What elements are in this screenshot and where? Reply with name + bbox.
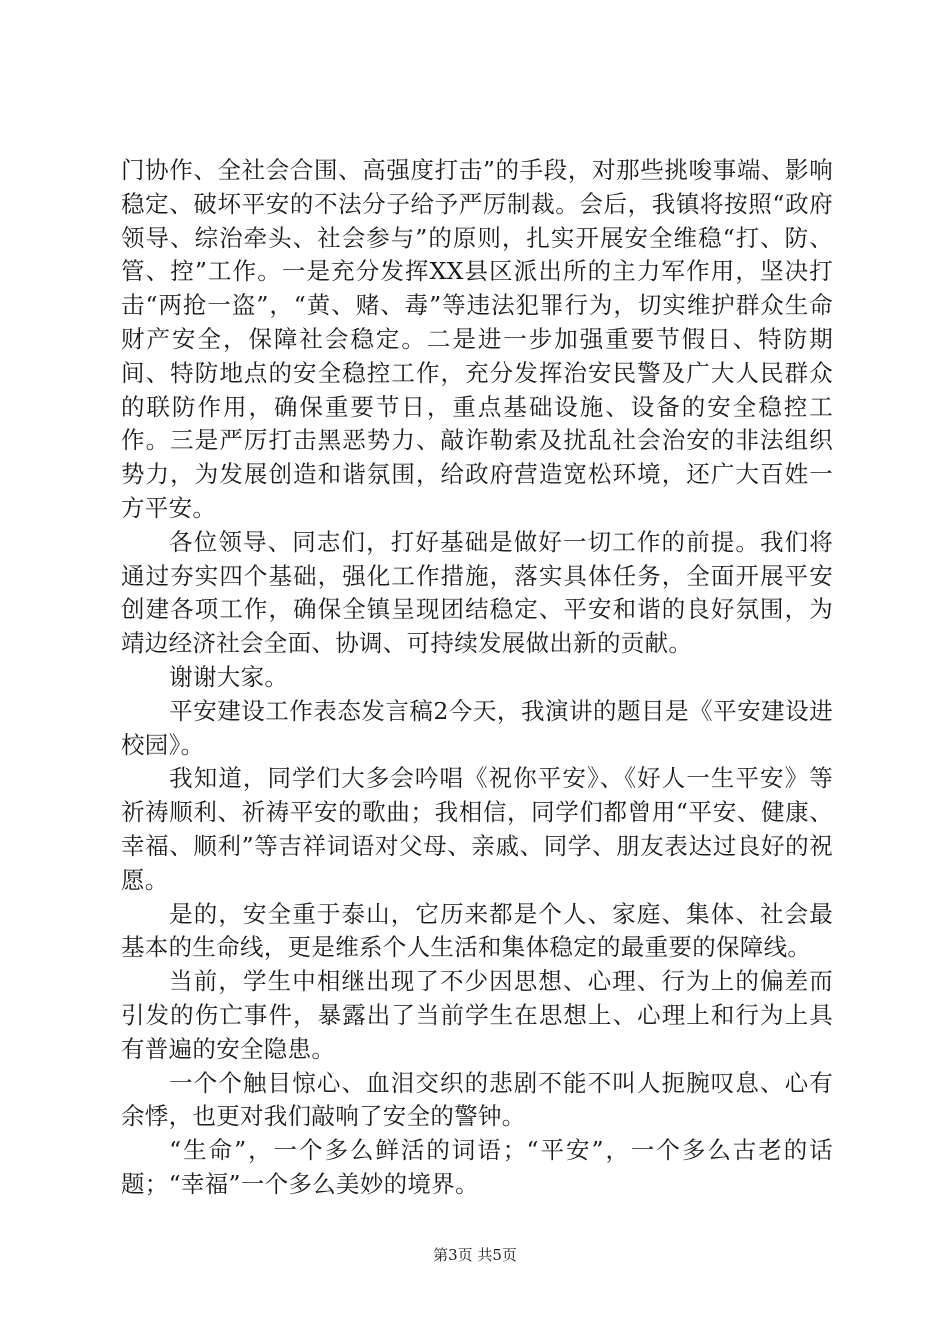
paragraph: 各位领导、同志们，打好基础是做好一切工作的前提。我们将通过夯实四个基础，强化工作措施，落实具体任务，全面开展平安创建各项工作，确保全镇呈现团结稳定、平安和谐的良好氛围，为靖边经济社会全面、协调、可持续发展做出新的贡献。 [121,527,833,658]
paragraph: 平安建设工作表态发言稿2今天，我演讲的题目是《平安建设进校园》。 [121,696,833,759]
paragraph: 一个个触目惊心、血泪交织的悲剧不能不叫人扼腕叹息、心有余悸，也更对我们敲响了安全的警钟。 [121,1068,833,1131]
paragraph: 谢谢大家。 [169,662,289,691]
paragraph: 当前，学生中相继出现了不少因思想、心理、行为上的偏差而引发的伤亡事件，暴露出了当前学生在思想上、心理上和行为上具有普遍的安全隐患。 [121,967,833,1063]
paragraph: 我知道，同学们大多会吟唱《祝你平安》、《好人一生平安》等祈祷顺利、祈祷平安的歌曲；我相信，同学们都曾用“平安、健康、幸福、顺利”等吉祥词语对父母、亲戚、同学、朋友表达过良好的祝愿。 [121,764,833,894]
paragraph: “生命”，一个多么鲜活的词语；“平安”，一个多么古老的话题；“幸福”一个多么美妙的境界。 [121,1136,833,1198]
paragraph-continuation: 门协作、全社会合围、高强度打击”的手段，对那些挑唆事端、影响稳定、破坏平安的不法分子给予严厉制裁。会后，我镇将按照“政府领导、综治牵头、社会参与”的原则，扎实开展安全维稳“打、防、管、控”工作。一是充分发挥XX县区派出所的主力军作用，坚决打击“两抢一盗”，“黄、赌、毒”等违法犯罪行为，切实维护群众生命财产安全，保障社会稳定。二是进一步加强重要节假日、特防期间、特防地点的安全稳控工作，充分发挥治安民警及广大人民群众的联防作用，确保重要节日，重点基础设施、设备的安全稳控工作。三是严厉打击黑恶势力、敲诈勒索及扰乱社会治安的非法组织势力，为发展创造和谐氛围，给政府营造宽松环境，还广大百姓一方平安。 [121,156,833,522]
paragraph: 是的，安全重于泰山，它历来都是个人、家庭、集体、社会最基本的生命线，更是维系个人生活和集体稳定的最重要的保障线。 [121,899,833,962]
document-body [121,154,833,1202]
page-number-footer: 第3页 共5页 [433,1246,517,1264]
